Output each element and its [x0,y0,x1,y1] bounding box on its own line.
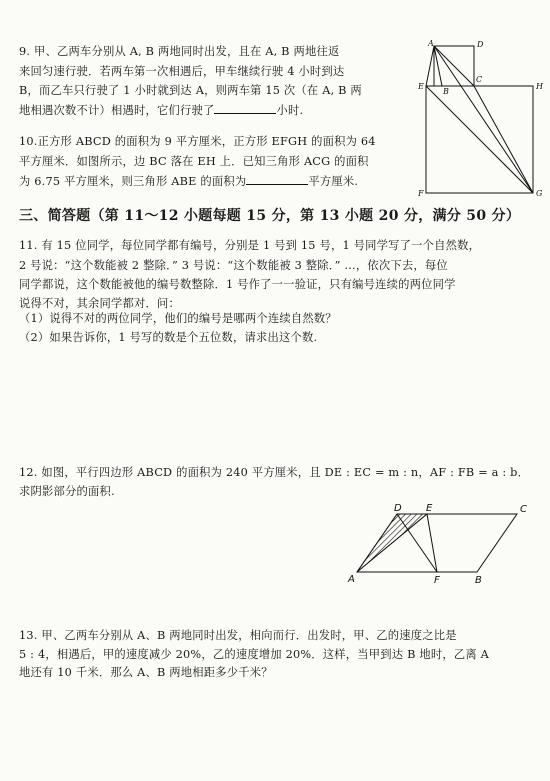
fig1-label-e: E [418,82,424,91]
q10-answer-blank [246,173,308,185]
fig1-label-f: F [418,189,424,198]
parallelogram-figure [340,500,540,585]
segment-eg [426,86,533,193]
q12-line-2: 求阴影部分的面积. [19,485,115,498]
q9-answer-blank [214,102,276,114]
q10-line-3-unit: 平方厘米. [308,175,359,188]
q9-line-4-unit: 小时. [276,104,304,117]
fig1-label-g: G [536,189,543,198]
fig2-label-f: F [434,575,440,585]
q12-line-1: 12. 如图，平行四边形 ABCD 的面积为 240 平方厘米，且 DE : EC = m : n，AF : FB = a : b． [19,466,530,479]
segment-ae [426,46,434,86]
fig1-label-h: H [536,82,543,91]
fig2-label-d: D [394,503,402,514]
q10-line-2: 平方厘米．如图所示，边 BC 落在 EH 上．已知三角形 ACG 的面积 [19,155,369,168]
q13-line-2: 5 : 4，相遇后，甲的速度减少 20%，乙的速度增加 20%．这样，当甲到达 B 地时，乙离 A [19,648,490,661]
q9-line-4-text: 地相遇次数不计）相遇时，它们行驶了 [19,104,215,117]
fig2-label-a: A [348,574,355,585]
segment-cg [474,86,533,193]
q10-line-1: 10.正方形 ABCD 的面积为 9 平方厘米，正方形 EFGH 的面积为 64 [19,135,376,148]
fig1-label-b: B [443,87,449,96]
square-figure [410,38,545,198]
fig1-label-d: D [477,40,484,49]
q9-line-4 [19,102,303,118]
q9-line-2: 来回匀速行驶．若两车第一次相遇后，甲车继续行驶 4 小时到达 [19,65,345,78]
fig1-label-c: C [476,75,483,84]
q11-line-2: 2 号说：“这个数能被 2 整除．” 3 号说：“这个数能被 3 整除．” …，依次下去，每位 [19,259,448,272]
q11-line-1: 11. 有 15 位同学，每位同学都有编号，分别是 1 号到 15 号，1 号同学写了一个自然数， [19,239,481,252]
q9-line-3: B，而乙车只行驶了 1 小时就到达 A，则两车第 15 次（在 A, B 两 [19,84,362,97]
fig2-label-c: C [520,504,527,515]
fig1-label-a: A [428,39,434,48]
q10-line-3 [19,173,358,189]
q9-line-1: 9. 甲、乙两车分别从 A, B 两地同时出发，且在 A, B 两地往返 [19,45,340,58]
segment-ac [434,46,474,86]
q11-sub-1: （1）说得不对的两位同学，他们的编号是哪两个连续自然数？ [19,312,337,325]
q11-line-4: 说得不对，其余同学都对．问： [19,297,180,310]
q11-sub-2: （2）如果告诉你，1 号写的数是个五位数，请求出这个数. [19,331,318,344]
q10-line-3-text: 为 6.75 平方厘米，则三角形 ABE 的面积为 [19,175,247,188]
q13-line-1: 13. 甲、乙两车分别从 A、B 两地同时出发，相向而行．出发时，甲、乙的速度之比是 [19,629,457,642]
segment-ef [427,514,437,572]
q11-line-3: 同学都说，这个数能被他的编号数整除．1 号作了一一验证，只有编号连续的两位同学 [19,278,456,291]
q13-line-3: 地还有 10 千米．那么 A、B 两地相距多少千米？ [19,666,273,679]
segment-ag [434,46,533,193]
fig2-label-b: B [475,575,482,585]
section-3-title: 三、简答题（第 11～12 小题每题 15 分，第 13 小题 20 分，满分 50 分） [19,208,521,224]
fig2-label-e: E [426,503,433,514]
